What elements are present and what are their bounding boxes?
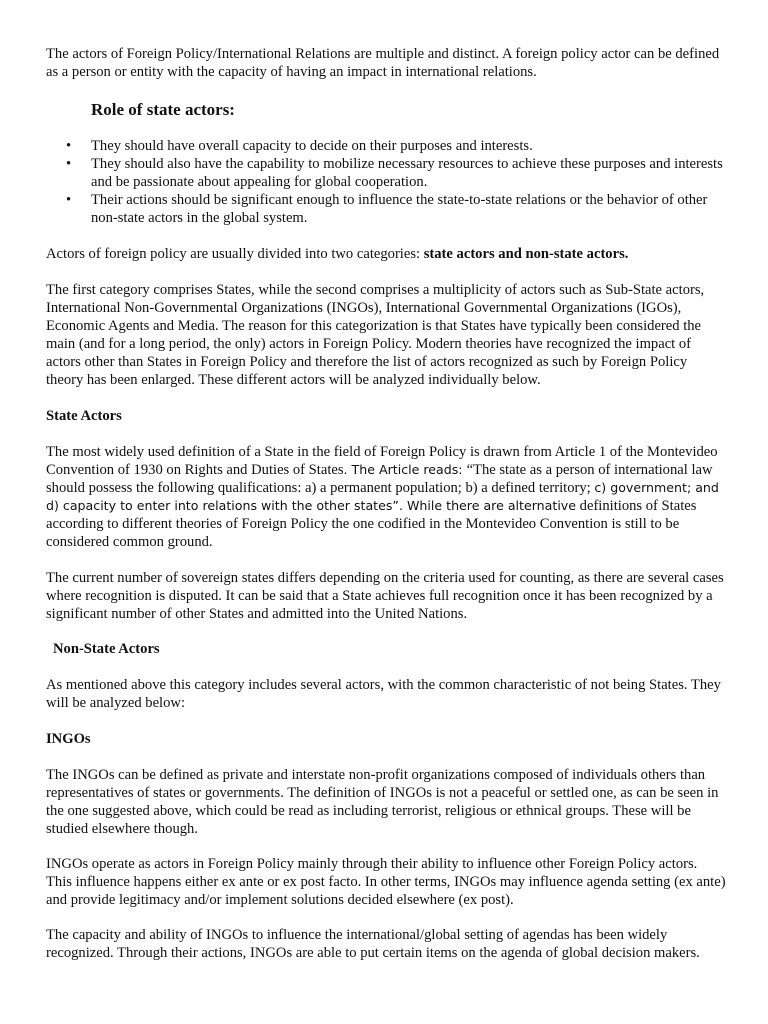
categories-paragraph <box>46 245 726 263</box>
non-state-heading: Non-State Actors <box>53 641 160 657</box>
state-def-part: The most widely used definition of a State in the field of Foreign Policy is drawn from Article 1 of the Montevideo Convention of 1930 on Rights and Duties of States <box>46 444 718 478</box>
first-category-paragraph: The first category comprises States, while the second comprises a multiplicity of actors such as Sub-State actors, International Non-Governmental Organizations (INGOs), International Governmental Organizations (IGOs), Economic Agents and Media. The reason for this categorization is that States have typically been considered the main (and for a long period, the only) actors in Foreign Policy. Modern theories have recognized the impact of actors other than States in Foreign Policy and therefore the list of actors recognized as such by Foreign Policy theory has been enlarged. These different actors will be analyzed individually below. <box>46 282 705 388</box>
ingos-capacity-paragraph: The capacity and ability of INGOs to influence the international/global setting of agendas has been widely recognized. Through their actions, INGOs are able to put certain items on the agenda of global decision makers. <box>46 927 700 961</box>
list-item <box>46 155 736 191</box>
ingos-operate-paragraph: INGOs operate as actors in Foreign Policy mainly through their ability to influence other Foreign Policy actors. This influence happens either ex ante or ex post facto. In other terms, INGOs may influence agenda setting (ex ante) and provide legitimacy and/or implement solutions decided elsewhere (ex post). <box>46 856 726 908</box>
role-heading: Role of state actors: <box>91 100 235 119</box>
ingos-definition-paragraph: The INGOs can be defined as private and interstate non-profit organizations composed of individuals others than representatives of states or governments. The definition of INGOs is not a peaceful or settled one, as can be seen in the one suggested above, which could be read as including terrorist, religious or ethnical groups. These will be studied elsewhere though. <box>46 767 719 837</box>
intro-paragraph: The actors of Foreign Policy/International Relations are multiple and distinct. A foreign policy actor can be defined as a person or entity with the capacity of having an impact in international relations. <box>46 46 720 80</box>
state-def-part: c) government; and d) capacity to enter into relations with the other states”. While there are alternative <box>46 480 719 513</box>
list-item <box>46 191 736 227</box>
categories-lead: Actors of foreign policy are usually divided into two categories: <box>46 246 424 262</box>
bullet-icon: • <box>66 192 72 208</box>
bullet-icon: • <box>66 138 72 154</box>
non-state-intro-paragraph: As mentioned above this category includes several actors, with the common characteristic of not being States. They will be analyzed below: <box>46 677 721 711</box>
bullet-icon: • <box>66 156 72 172</box>
sovereign-states-paragraph: The current number of sovereign states differs depending on the criteria used for counting, as there are several cases where recognition is disputed. It can be said that a State achieves full recognition once it has been recognized by a significant number of other States and admitted into the United Nations. <box>46 570 724 622</box>
ingos-heading: INGOs <box>46 731 91 747</box>
state-def-part: “The state as a person of international law should possess the following qualifications: a) a permanent population; b) a defined territory; <box>46 462 713 496</box>
bullet-text: Their actions should be significant enough to influence the state-to-state relations or the behavior of other non-state actors in the global system. <box>91 192 708 226</box>
role-bullet-list <box>46 137 736 227</box>
list-item <box>46 137 736 155</box>
bullet-text: They should also have the capability to mobilize necessary resources to achieve these purposes and interests and be passionate about appealing for global cooperation. <box>91 156 723 190</box>
state-actors-heading: State Actors <box>46 408 122 424</box>
state-definition-paragraph <box>46 443 726 551</box>
state-def-part: definitions of States according to different theories of Foreign Policy the one codified in the Montevideo Convention is still to be considered common ground. <box>46 498 697 550</box>
bullet-text: They should have overall capacity to decide on their purposes and interests. <box>91 138 533 154</box>
categories-bold: state actors and non-state actors. <box>423 246 629 262</box>
state-def-part: . The Article reads: <box>343 462 467 477</box>
